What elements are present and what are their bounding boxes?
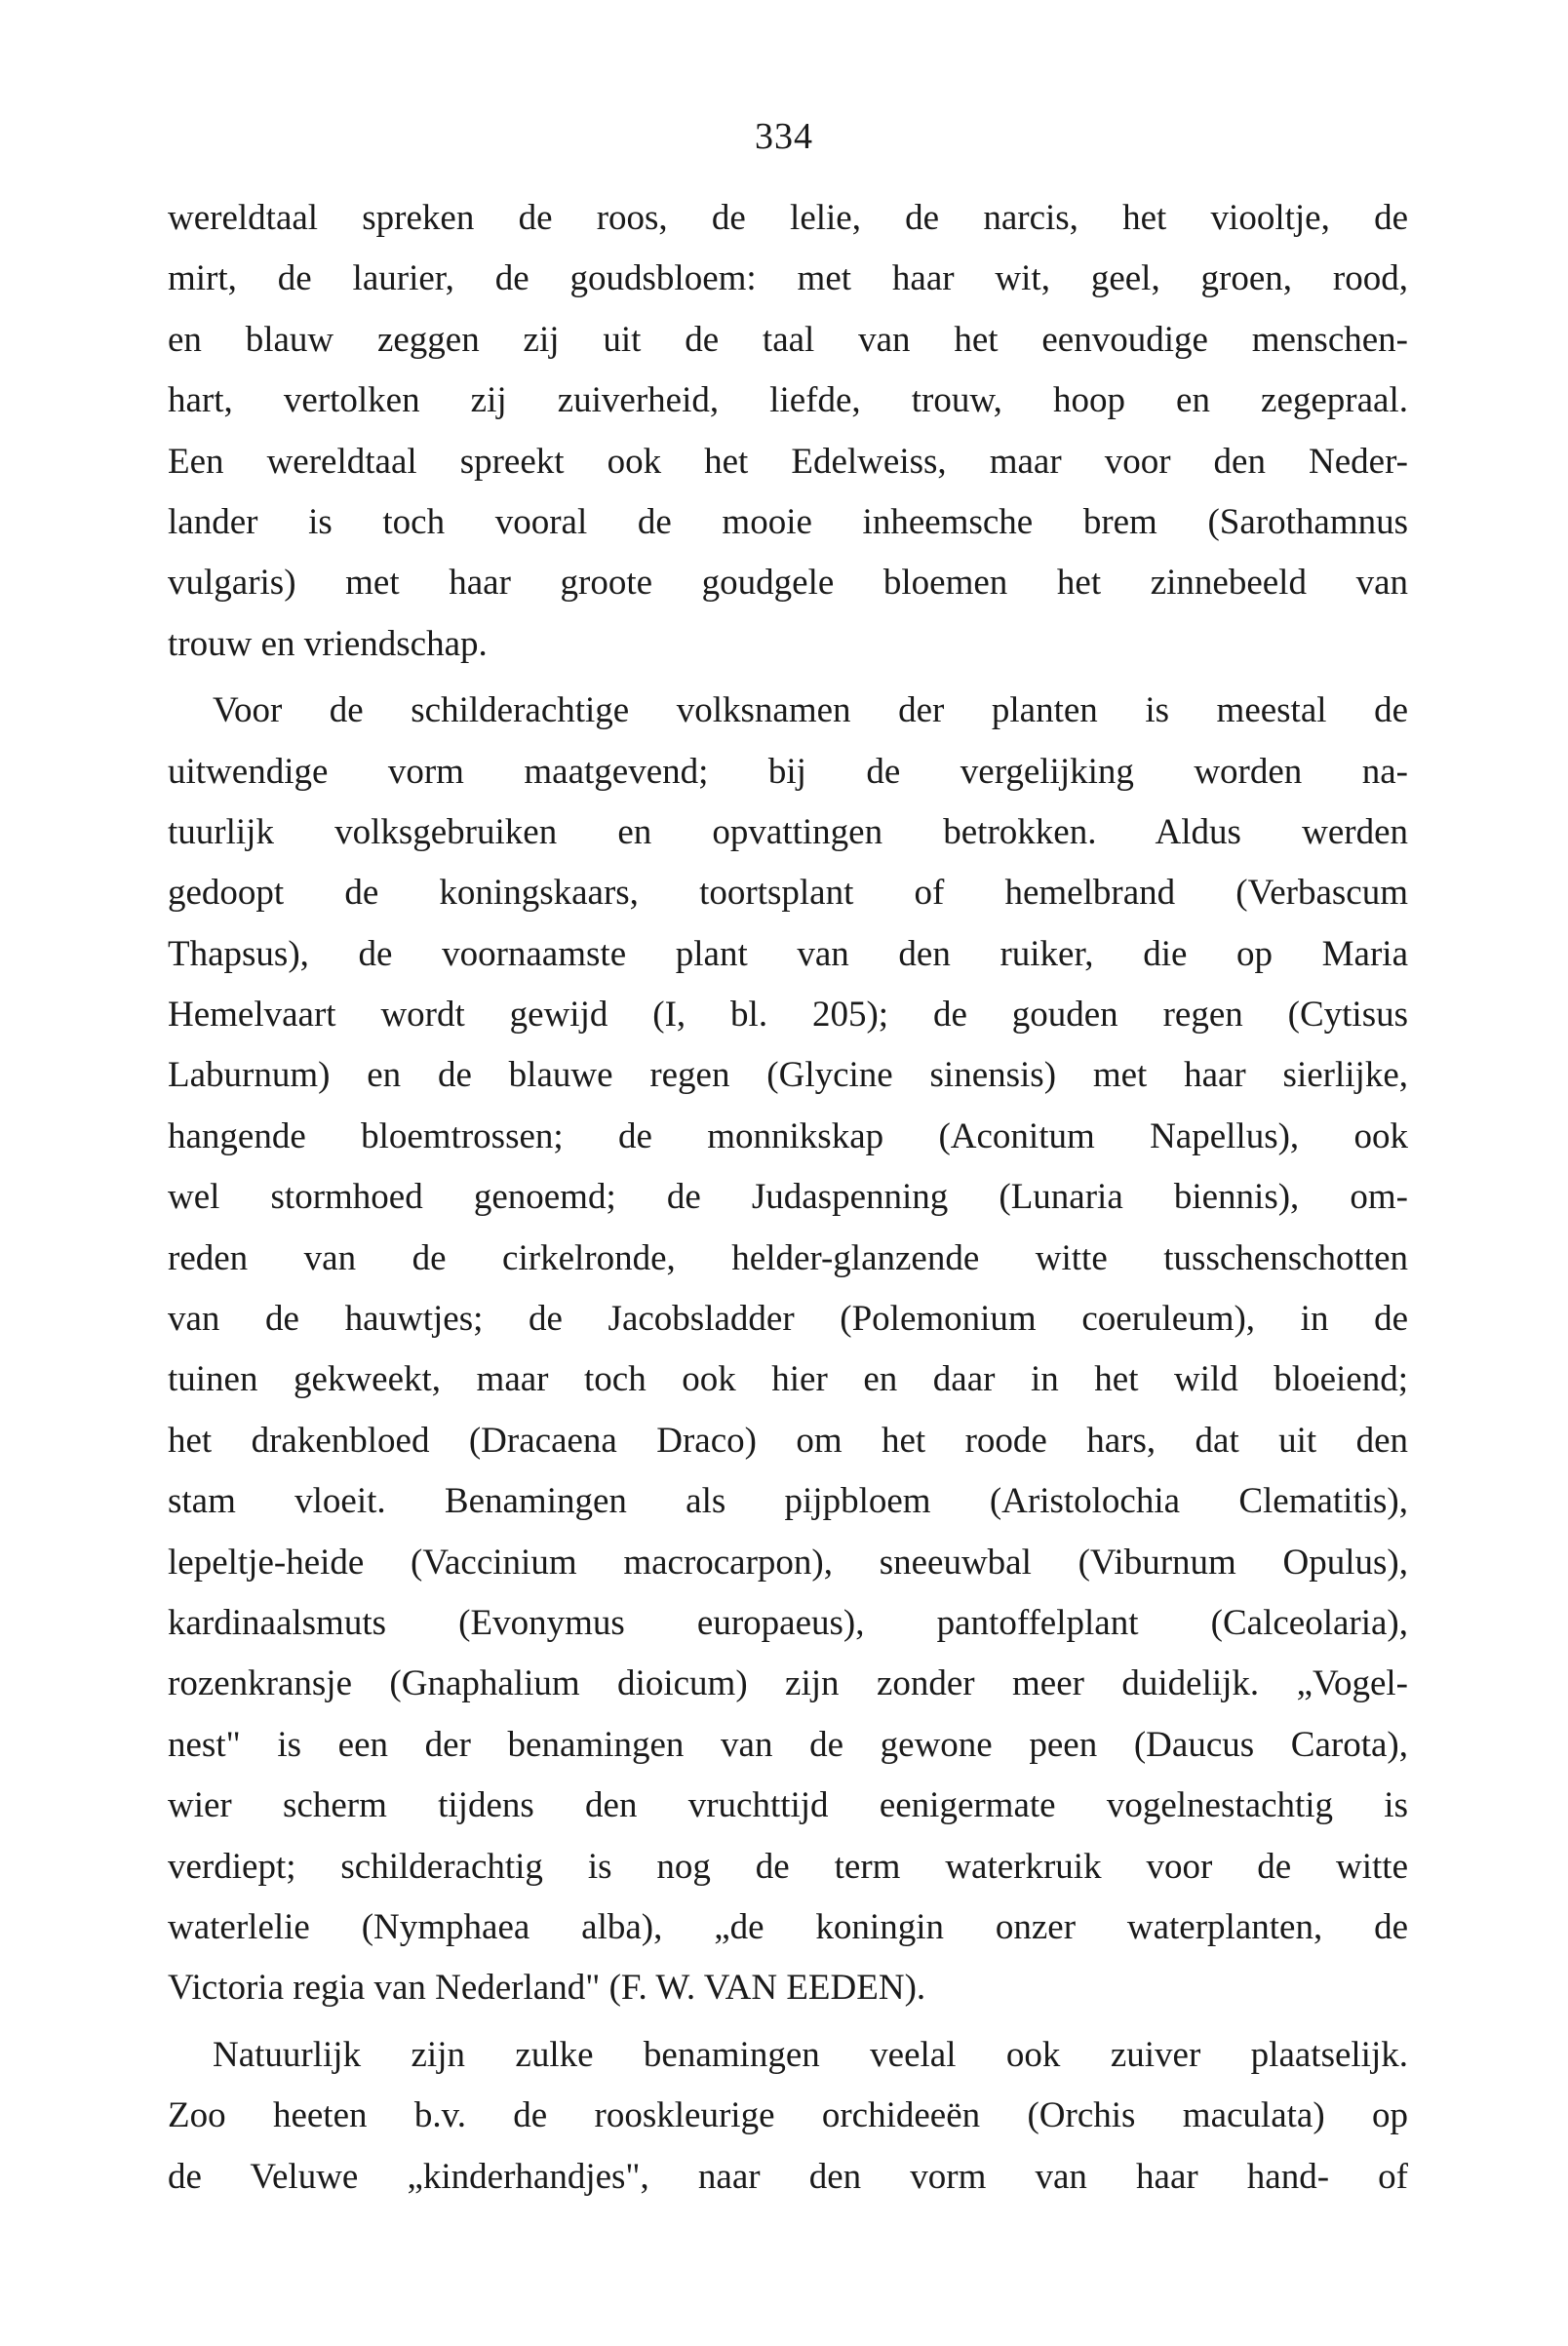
text-line: en blauw zeggen zij uit de taal van het eenvoudige menschen- xyxy=(168,319,1408,360)
text-line: lander is toch vooral de mooie inheemsche brem (Sarothamnus xyxy=(168,501,1408,542)
text-line: van de hauwtjes; de Jacobsladder (Polemonium coeruleum), in de xyxy=(168,1299,1408,1340)
text-line: Thapsus), de voornaamste plant van den ruiker, die op Maria xyxy=(168,933,1408,974)
text-line: kardinaalsmuts (Evonymus europaeus), pantoffelplant (Calceolaria), xyxy=(168,1602,1408,1643)
text-line: Een wereldtaal spreekt ook het Edelweiss, maar voor den Neder- xyxy=(168,441,1408,482)
text-line: nest" is een der benamingen van de gewone peen (Daucus Carota), xyxy=(168,1724,1408,1765)
text-line: wereldtaal spreken de roos, de lelie, de narcis, het viooltje, de xyxy=(168,198,1408,238)
text-line: Victoria regia van Nederland" (F. W. VAN EEDEN). xyxy=(168,1968,926,2009)
text-line: Hemelvaart wordt gewijd (I, bl. 205); de gouden regen (Cytisus xyxy=(168,995,1408,1036)
text-line: lepeltje-heide (Vaccinium macrocarpon), sneeuwbal (Viburnum Opulus), xyxy=(168,1542,1408,1583)
text-line: verdiept; schilderachtig is nog de term waterkruik voor de witte xyxy=(168,1846,1408,1887)
page-number: 334 xyxy=(755,116,813,157)
text-line: wel stormhoed genoemd; de Judaspenning (Lunaria biennis), om- xyxy=(168,1177,1408,1218)
text-line: stam vloeit. Benamingen als pijpbloem (Aristolochia Clematitis), xyxy=(168,1481,1408,1522)
text-line: Voor de schilderachtige volksnamen der planten is meestal de xyxy=(213,690,1408,731)
text-line: mirt, de laurier, de goudsbloem: met haar wit, geel, groen, rood, xyxy=(168,258,1408,299)
text-line: Laburnum) en de blauwe regen (Glycine sinensis) met haar sierlijke, xyxy=(168,1055,1408,1096)
text-line: wier scherm tijdens den vruchttijd eenigermate vogelnestachtig is xyxy=(168,1785,1408,1826)
text-line: uitwendige vorm maatgevend; bij de vergelijking worden na- xyxy=(168,751,1408,792)
body-text xyxy=(168,188,1408,2208)
text-line: hangende bloemtrossen; de monnikskap (Aconitum Napellus), ook xyxy=(168,1115,1408,1156)
paragraph-2 xyxy=(168,681,1408,2019)
text-line: trouw en vriendschap. xyxy=(168,623,488,664)
text-line: reden van de cirkelronde, helder-glanzende witte tusschenschotten xyxy=(168,1237,1408,1278)
text-line: tuurlijk volksgebruiken en opvattingen betrokken. Aldus werden xyxy=(168,811,1408,852)
text-line: waterlelie (Nymphaea alba), „de koningin onzer waterplanten, de xyxy=(168,1906,1408,1947)
text-line: tuinen gekweekt, maar toch ook hier en daar in het wild bloeiend; xyxy=(168,1359,1408,1400)
text-line: Natuurlijk zijn zulke benamingen veelal ook zuiver plaatselijk. xyxy=(213,2034,1408,2075)
text-line: gedoopt de koningskaars, toortsplant of hemelbrand (Verbascum xyxy=(168,873,1408,914)
paragraph-1 xyxy=(168,188,1408,675)
text-line: rozenkransje (Gnaphalium dioicum) zijn zonder meer duidelijk. „Vogel- xyxy=(168,1663,1408,1704)
text-line: hart, vertolken zij zuiverheid, liefde, trouw, hoop en zegepraal. xyxy=(168,380,1408,421)
text-line: de Veluwe „kinderhandjes", naar den vorm van haar hand- of xyxy=(168,2156,1408,2197)
text-line: vulgaris) met haar groote goudgele bloemen het zinnebeeld van xyxy=(168,563,1408,604)
text-line: Zoo heeten b.v. de rooskleurige orchideeën (Orchis maculata) op xyxy=(168,2095,1408,2136)
text-line: het drakenbloed (Dracaena Draco) om het roode hars, dat uit den xyxy=(168,1420,1408,1461)
paragraph-3 xyxy=(168,2025,1408,2208)
